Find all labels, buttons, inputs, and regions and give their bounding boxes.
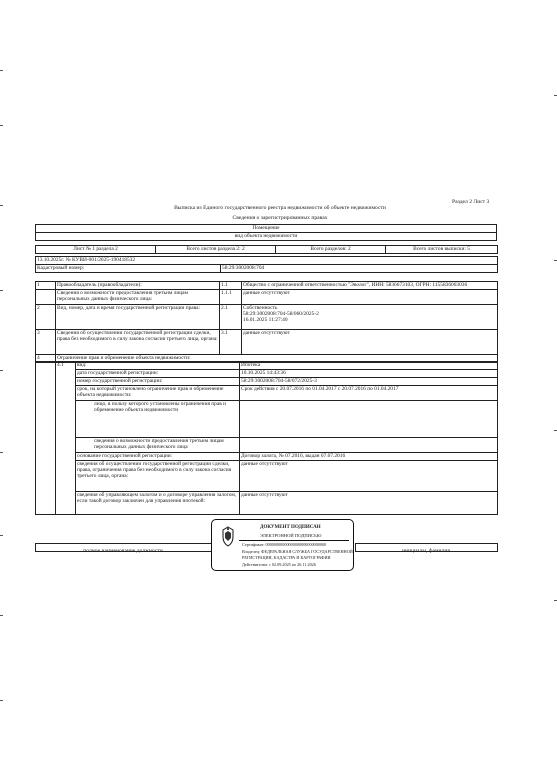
field-value: данные отсутствуют <box>240 492 498 515</box>
field-label: дата государственной регистрации: <box>76 370 240 378</box>
binding-mark <box>0 700 3 701</box>
row-subnumber: 1.1.1 <box>220 290 242 305</box>
row-label: Правообладатель (правообладатели): <box>56 282 220 290</box>
stamp-title: ДОКУМЕНТ ПОДПИСАН <box>260 525 321 530</box>
binding-mark <box>0 370 3 371</box>
table-row <box>36 492 498 515</box>
cadastral-label: Кадастровый номер: <box>36 265 221 273</box>
field-label: основание государственной регистрации: <box>76 453 240 461</box>
row-label: Сведения о возможности предоставления третьим лицам персональных данных физического лица: <box>56 290 220 305</box>
sections-count: Всего разделов: 2 <box>276 246 386 254</box>
field-value: 58:29:3002008:704-58/072/2025-3 <box>240 378 498 386</box>
row-value <box>242 305 498 330</box>
right-type: Собственность <box>243 305 278 311</box>
encumbrance-subnumber: 4.1 <box>56 362 76 515</box>
row-value: Общество с ограниченной ответственностью "Эволог", ИНН: 5836673103, ОГРН: 1155836003036 <box>242 282 498 290</box>
stamp-owner: Владелец: ФЕДЕРАЛЬНАЯ СЛУЖБА ГОСУДАРСТВЕННОЙ <box>242 549 353 554</box>
sheet-number: Лист № 1 раздела 2 <box>36 246 156 254</box>
field-value <box>240 401 498 438</box>
field-label: сведения об осуществлении государственной регистрации сделки, права, ограничения права без необходимого в силу закона согласия третьего лица, органа: <box>76 461 240 492</box>
field-value: Срок действия с 20.07.2016 по 01.04.2017 с 20.07.2016 по 01.04.2017 <box>240 386 498 401</box>
table-row <box>36 305 498 330</box>
object-type-table <box>35 224 497 241</box>
binding-mark <box>0 290 3 291</box>
row-subnumber: 1.1 <box>220 282 242 290</box>
field-label: вид: <box>76 362 240 370</box>
coat-of-arms-icon <box>220 526 236 548</box>
cadastral-number: 58:29:3002008:704 <box>221 265 498 273</box>
stamp-certificate: Сертификат: 00000000000000000000000000000 <box>242 542 327 547</box>
table-row <box>36 290 498 305</box>
position-label: полное наименование должности <box>83 548 163 554</box>
row-subnumber: 3.1 <box>220 330 242 355</box>
field-value <box>240 438 498 453</box>
page-label: Раздел 2 Лист 3 <box>452 199 490 205</box>
right-registration-number: 58:29:3002008:704-58/060/2025-2 <box>243 311 319 318</box>
object-kind-label: вид объекта недвижимости <box>36 233 497 241</box>
row-subnumber: 2.1 <box>220 305 242 330</box>
extract-date-number: 13.10.2025г. № КУВИ-001/2025-190418532 <box>36 257 498 265</box>
row-number: 4 <box>36 355 56 363</box>
field-value: 10.10.2025 14:43:36 <box>240 370 498 378</box>
binding-mark <box>0 452 3 453</box>
encumbrance-heading: Ограничение прав и обременение объекта недвижимости: <box>56 355 498 363</box>
table-row <box>36 438 498 453</box>
row-value: данные отсутствуют <box>242 330 498 355</box>
electronic-signature-stamp <box>211 519 354 571</box>
right-registration-date: 16.01.2025 11:27:40 <box>243 317 288 324</box>
field-label: сведения о возможности предоставления третьим лицам персональных данных физического лица <box>76 438 240 453</box>
document-title: Выписка из Единого государственного реестра недвижимости об объекте недвижимости <box>174 205 386 211</box>
binding-mark <box>0 205 3 206</box>
field-value: Ипотека <box>240 362 498 370</box>
stamp-owner-cont: РЕГИСТРАЦИИ, КАДАСТРА И КАРТОГРАФИИ <box>242 555 331 560</box>
stamp-validity: Действителен: с 02.09.2025 по 26.11.2026 <box>242 562 316 567</box>
field-label: лицо, в пользу которого установлены ограничения прав и обременение объекта недвижимости <box>76 401 240 438</box>
binding-mark <box>0 70 3 71</box>
table-row <box>36 282 498 290</box>
encumbrance-table <box>35 361 498 515</box>
table-row <box>36 386 498 401</box>
document-subtitle: Сведения о зарегистрированных правах <box>232 215 328 221</box>
field-label: сведения об управляющем залогом и о договоре управления залогом, если такой договор заключен для управления ипотекой: <box>76 492 240 515</box>
cadastral-table <box>35 256 498 273</box>
field-value: данные отсутствуют <box>240 461 498 492</box>
table-row <box>36 362 498 370</box>
total-sheets: Всего листов выписки: 5 <box>386 246 498 254</box>
field-label: срок, на который установлено ограничение прав и обременение объекта недвижимости: <box>76 386 240 401</box>
table-row <box>36 330 498 355</box>
field-value: Договор залога, № 07.2016, выдан 07.07.2016 <box>240 453 498 461</box>
sheets-in-section: Всего листов раздела 2: 2 <box>156 246 276 254</box>
object-type: Помещение <box>36 225 497 233</box>
table-row <box>36 378 498 386</box>
table-row <box>36 401 498 438</box>
row-label: Сведения об осуществлении государственной регистрации сделки, права без необходимого в силу закона согласия третьего лица, органа: <box>56 330 220 355</box>
field-label: номер государственной регистрации: <box>76 378 240 386</box>
name-label: инициалы, фамилия <box>402 548 450 554</box>
row-number: 2 <box>36 305 56 330</box>
row-number: 3 <box>36 330 56 355</box>
binding-mark <box>0 535 3 536</box>
binding-mark <box>0 615 3 616</box>
sheet-info-table <box>35 245 498 254</box>
binding-mark <box>0 125 3 126</box>
table-row <box>36 453 498 461</box>
stamp-subtitle: ЭЛЕКТРОННОЙ ПОДПИСЬЮ <box>260 533 322 538</box>
table-row <box>36 370 498 378</box>
rights-table <box>35 281 498 363</box>
row-number: 1 <box>36 282 56 290</box>
table-row <box>36 461 498 492</box>
row-value: данные отсутствуют <box>242 290 498 305</box>
row-label: Вид, номер, дата и время государственной регистрации права: <box>56 305 220 330</box>
row-number <box>36 290 56 305</box>
